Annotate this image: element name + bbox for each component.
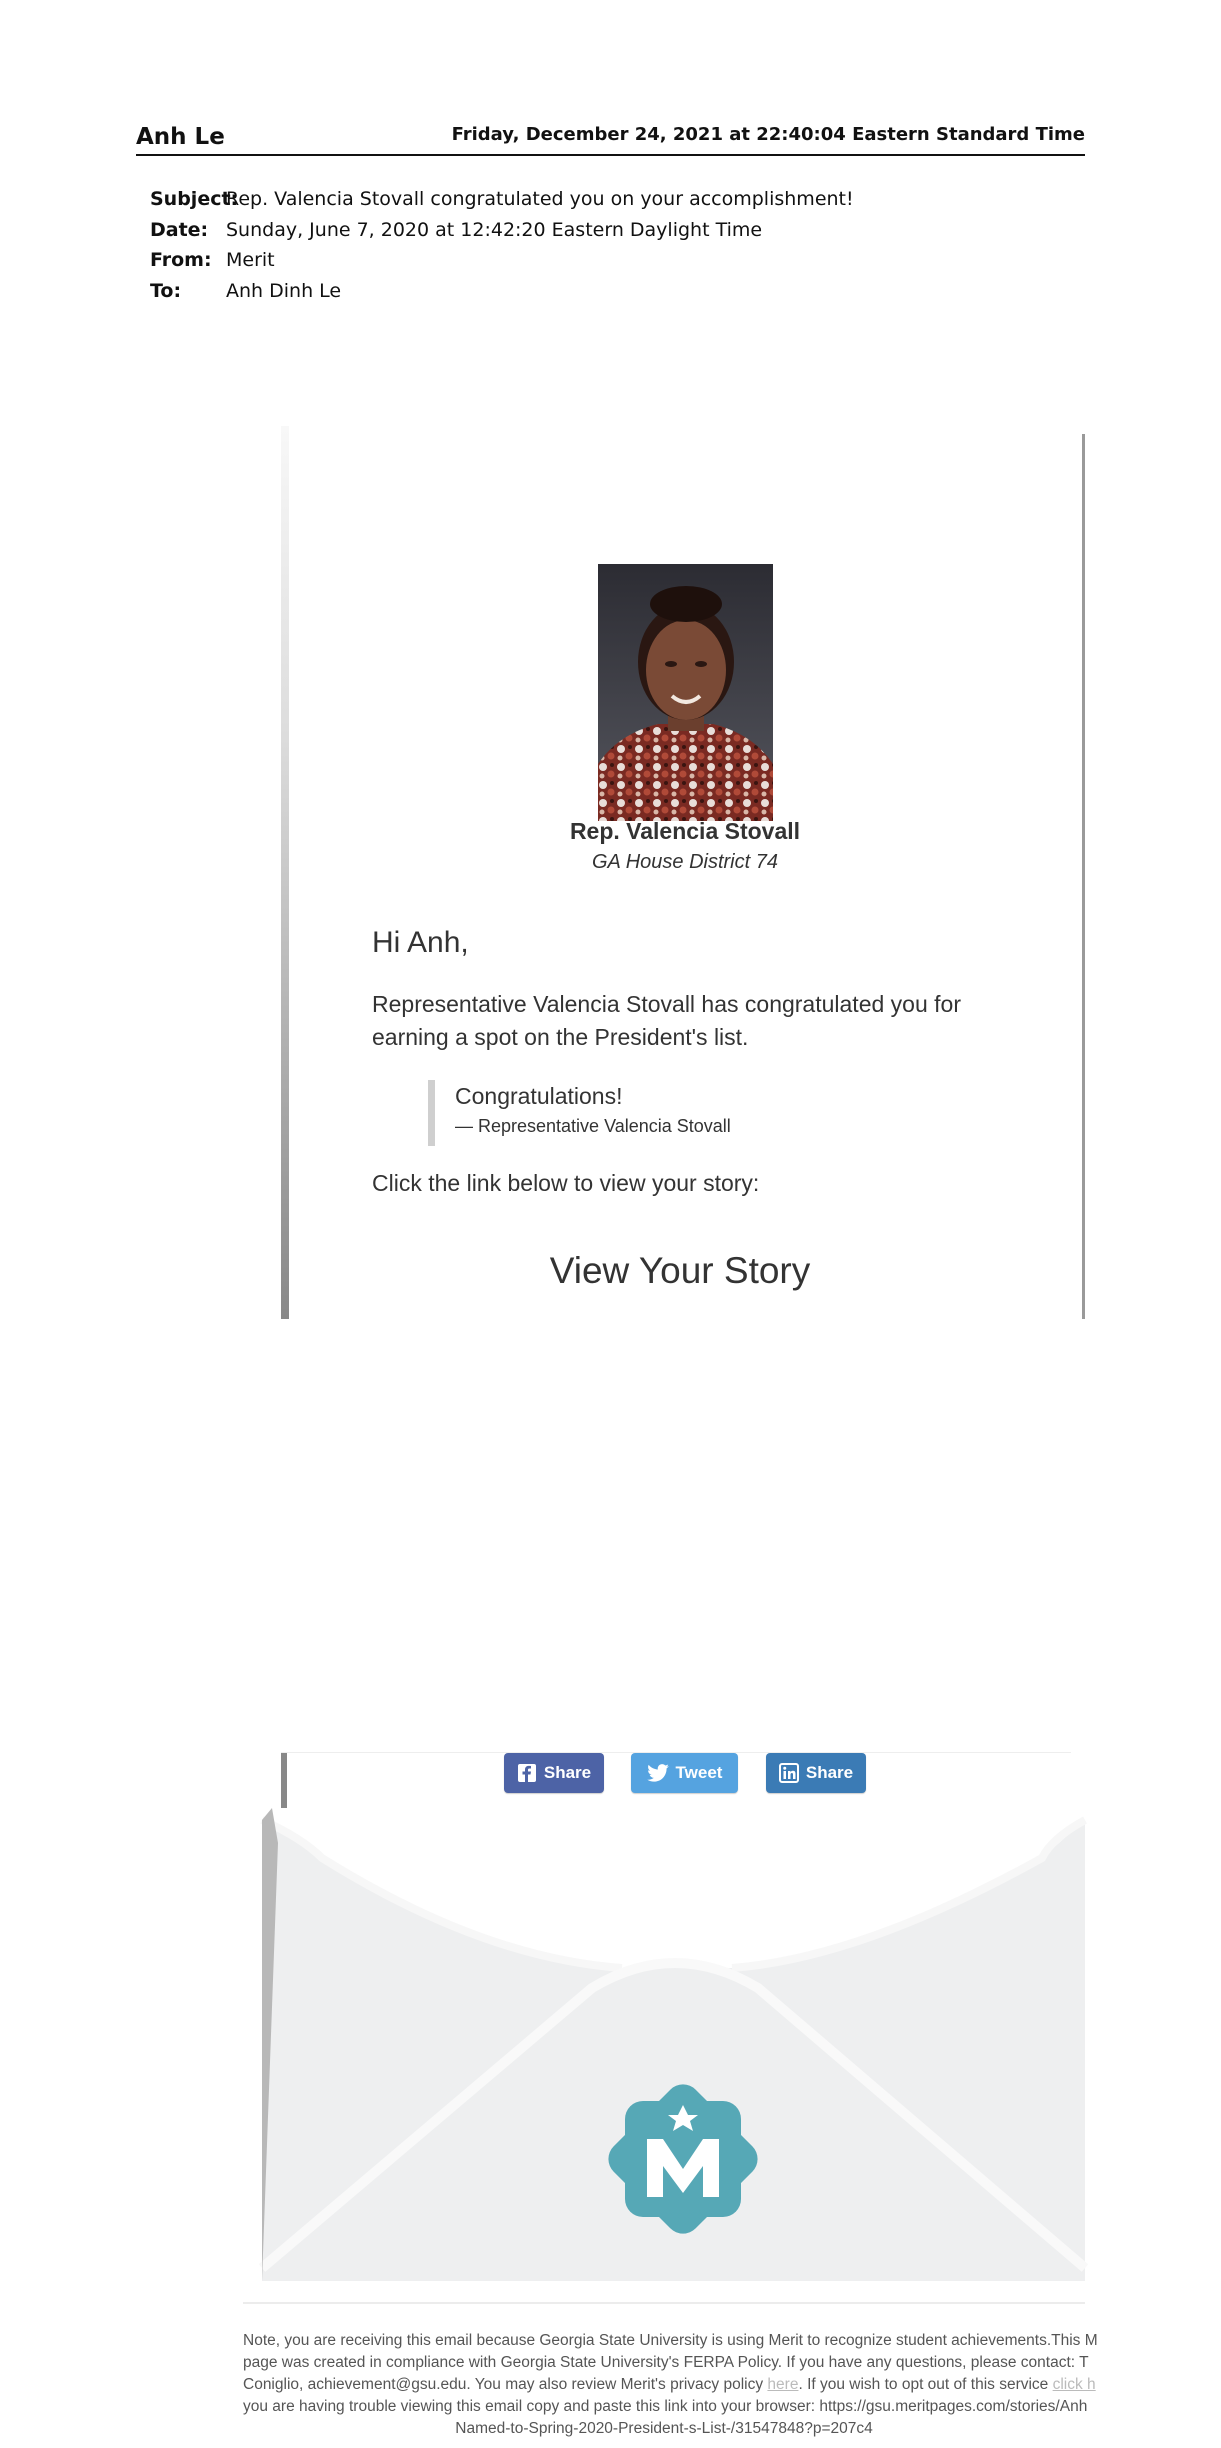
linkedin-share-button[interactable]	[766, 1753, 866, 1793]
facebook-share-button[interactable]	[504, 1753, 604, 1793]
from-label: From:	[150, 249, 212, 271]
header-divider	[136, 154, 1085, 156]
print-header-name: Anh Le	[136, 124, 225, 150]
twitter-tweet-button[interactable]	[631, 1753, 738, 1793]
subject-label: Subject:	[150, 188, 239, 210]
greeting: Hi Anh,	[372, 926, 469, 959]
footer-line-3-mid: . If you wish to opt out of this service	[798, 2376, 1053, 2393]
footer-line-3-start: Coniglio, achievement@gsu.edu. You may also review Merit's privacy policy	[243, 2376, 768, 2393]
view-story-link[interactable]: View Your Story	[549, 1250, 811, 1291]
privacy-policy-link[interactable]: here	[767, 2376, 799, 2393]
share-frame-left-border	[281, 1752, 287, 1810]
footer-line-5: Named-to-Spring-2020-President-s-List-/31547848?p=207c4	[455, 2420, 873, 2437]
email-footer	[243, 2330, 1098, 2440]
sender-portrait	[598, 564, 773, 821]
cta-intro: Click the link below to view your story:	[372, 1170, 760, 1196]
subject-row	[150, 184, 854, 215]
portrait-image	[598, 564, 773, 821]
subject-value: Rep. Valencia Stovall congratulated you on your accomplishment!	[226, 188, 854, 210]
congratulation-message: Representative Valencia Stovall has congratulated you for earning a spot on the President's list.	[372, 991, 961, 1050]
sender-name: Rep. Valencia Stovall	[569, 818, 801, 844]
date-row	[150, 215, 854, 246]
print-header-timestamp: Friday, December 24, 2021 at 22:40:04 Eastern Standard Time	[451, 124, 1085, 145]
linkedin-icon	[779, 1763, 799, 1783]
frame-left-border	[281, 426, 289, 1319]
facebook-icon	[517, 1763, 537, 1783]
from-value: Merit	[226, 249, 275, 271]
facebook-share-label: Share	[543, 1763, 592, 1782]
merit-logo	[598, 2074, 768, 2244]
quote-attribution: — Representative Valencia Stovall	[455, 1116, 731, 1136]
email-metadata	[150, 184, 854, 306]
merit-badge-icon	[598, 2074, 768, 2244]
footer-line-3	[243, 2374, 1096, 2396]
to-value: Anh Dinh Le	[226, 279, 342, 302]
quote-block	[428, 1080, 731, 1146]
twitter-tweet-label: Tweet	[675, 1763, 723, 1782]
date-value: Sunday, June 7, 2020 at 12:42:20 Eastern Daylight Time	[226, 218, 763, 241]
footer-line-4: you are having trouble viewing this email copy and paste this link into your browser: https://gsu.meritpages.com/stories/Anh	[243, 2398, 1088, 2415]
footer-line-2: page was created in compliance with Georgia State University's FERPA Policy. If you have any questions, please contact: T	[243, 2354, 1089, 2371]
twitter-icon	[647, 1764, 669, 1782]
from-row	[150, 245, 854, 276]
frame-right-border	[1082, 434, 1085, 1319]
quote-text: Congratulations!	[455, 1083, 623, 1109]
footer-divider	[243, 2302, 1085, 2304]
sender-district: GA House District 74	[592, 851, 778, 873]
opt-out-link[interactable]: click h	[1052, 2376, 1096, 2393]
footer-line-1: Note, you are receiving this email because Georgia State University is using Merit to recognize student achievements.This M	[243, 2332, 1098, 2349]
date-label: Date:	[150, 218, 209, 241]
linkedin-share-label: Share	[805, 1763, 854, 1782]
to-row	[150, 276, 854, 307]
to-label: To:	[150, 279, 182, 302]
